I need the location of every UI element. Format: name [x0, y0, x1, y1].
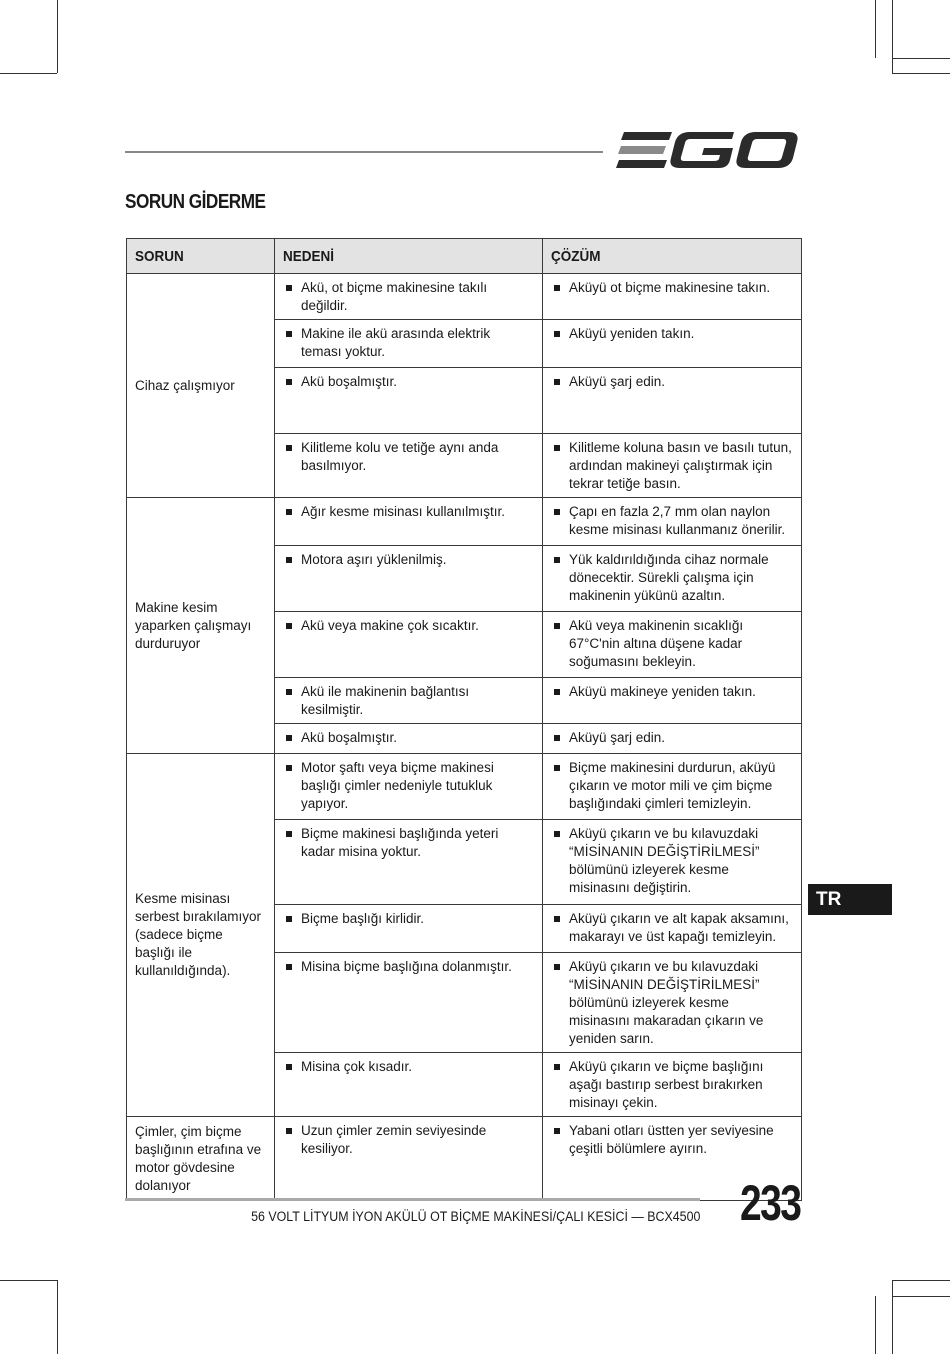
cause-text: Ağır kesme misinası kullanılmıştır.	[301, 504, 506, 519]
cause-cell	[275, 274, 543, 320]
square-bullet-icon	[554, 331, 560, 337]
cause-text: Motora aşırı yüklenilmiş.	[301, 552, 447, 567]
crop-mark	[57, 0, 58, 73]
crop-mark	[892, 58, 950, 59]
cause-text: Motor şaftı veya biçme makinesi başlığı çimler nedeniyle tutukluk yapıyor.	[301, 760, 494, 811]
bullet-item	[551, 1058, 793, 1112]
crop-mark	[892, 0, 893, 73]
solution-cell	[543, 820, 802, 905]
solution-cell	[543, 953, 802, 1053]
cause-text: Akü boşalmıştır.	[301, 730, 398, 745]
cause-cell	[275, 754, 543, 820]
logo-o	[736, 132, 797, 168]
square-bullet-icon	[554, 689, 560, 695]
crop-mark	[0, 73, 57, 74]
table-row	[127, 274, 802, 320]
square-bullet-icon	[554, 765, 560, 771]
bullet-item	[283, 551, 534, 569]
bullet-item	[551, 325, 793, 343]
cause-cell	[275, 498, 543, 546]
solution-cell	[543, 320, 802, 368]
cause-text: Kilitleme kolu ve tetiğe aynı anda basılmıyor.	[301, 440, 499, 473]
crop-mark	[0, 1280, 57, 1281]
square-bullet-icon	[286, 445, 292, 451]
square-bullet-icon	[554, 1128, 560, 1134]
square-bullet-icon	[286, 765, 292, 771]
bullet-item	[283, 373, 534, 391]
bullet-item	[551, 729, 793, 747]
cause-cell	[275, 1053, 543, 1117]
bullet-item	[551, 373, 793, 391]
solution-cell	[543, 546, 802, 612]
bullet-item	[551, 825, 793, 897]
ego-logo	[616, 128, 800, 172]
header-rule	[125, 151, 603, 153]
column-header-cause: NEDENİ	[275, 239, 543, 274]
footer-rule	[125, 1198, 700, 1201]
solution-cell	[543, 368, 802, 434]
column-header-solution: ÇÖZÜM	[543, 239, 802, 274]
crop-mark	[875, 0, 876, 58]
bullet-item	[283, 279, 534, 315]
cause-cell	[275, 368, 543, 434]
square-bullet-icon	[554, 285, 560, 291]
bullet-item	[551, 683, 793, 701]
cause-cell	[275, 905, 543, 953]
crop-mark	[892, 1296, 950, 1297]
square-bullet-icon	[554, 964, 560, 970]
bullet-item	[283, 1122, 534, 1158]
cause-cell	[275, 678, 543, 724]
solution-text: Aküyü şarj edin.	[569, 374, 666, 389]
cause-text: Akü veya makine çok sıcaktır.	[301, 618, 479, 633]
square-bullet-icon	[554, 1064, 560, 1070]
section-title: SORUN GİDERME	[125, 191, 266, 213]
solution-text: Aküyü makineye yeniden takın.	[569, 684, 756, 699]
cause-text: Misina çok kısadır.	[301, 1059, 413, 1074]
table-row	[127, 754, 802, 820]
bullet-item	[551, 439, 793, 493]
solution-text: Yabani otları üstten yer seviyesine çeşitli bölümlere ayırın.	[569, 1123, 774, 1156]
cause-text: Uzun çimler zemin seviyesinde kesiliyor.	[301, 1123, 487, 1156]
square-bullet-icon	[554, 916, 560, 922]
solution-text: Çapı en fazla 2,7 mm olan naylon kesme misinası kullanmanız önerilir.	[569, 504, 786, 537]
solution-cell	[543, 434, 802, 498]
problem-cell: Kesme misinası serbest bırakılamıyor (sadece biçme başlığı ile kullanıldığında).	[127, 754, 275, 1117]
square-bullet-icon	[286, 1128, 292, 1134]
column-header-problem: SORUN	[127, 239, 275, 274]
bullet-item	[283, 958, 534, 976]
bullet-item	[283, 825, 534, 861]
solution-cell	[543, 678, 802, 724]
bullet-item	[283, 503, 534, 521]
cause-text: Akü ile makinenin bağlantısı kesilmiştir.	[301, 684, 470, 717]
square-bullet-icon	[554, 557, 560, 563]
solution-text: Aküyü şarj edin.	[569, 730, 666, 745]
square-bullet-icon	[554, 623, 560, 629]
square-bullet-icon	[286, 964, 292, 970]
cause-cell	[275, 953, 543, 1053]
footer-text: 56 VOLT LİTYUM İYON AKÜLÜ OT BİÇME MAKİNESİ/ÇALI KESİCİ — BCX4500	[250, 1209, 700, 1224]
cause-cell	[275, 820, 543, 905]
square-bullet-icon	[286, 331, 292, 337]
bullet-item	[283, 759, 534, 813]
troubleshooting-table	[126, 238, 802, 1201]
cause-text: Akü, ot biçme makinesine takılı değildir.	[301, 280, 488, 313]
table-header-row	[127, 239, 802, 274]
solution-cell	[543, 1053, 802, 1117]
solution-cell	[543, 724, 802, 754]
solution-text: Yük kaldırıldığında cihaz normale dönecektir. Sürekli çalışma için makinenin yükünü azaltın.	[569, 552, 769, 603]
cause-cell	[275, 1117, 543, 1201]
table-row	[127, 1117, 802, 1201]
cause-cell	[275, 724, 543, 754]
solution-text: Aküyü yeniden takın.	[569, 326, 695, 341]
square-bullet-icon	[554, 735, 560, 741]
bullet-item	[283, 729, 534, 747]
square-bullet-icon	[286, 831, 292, 837]
language-tab: TR	[808, 884, 892, 915]
cause-cell	[275, 612, 543, 678]
crop-mark	[57, 1280, 58, 1354]
square-bullet-icon	[286, 557, 292, 563]
solution-text: Akü veya makinenin sıcaklığı 67°C'nin altına düşene kadar soğumasını bekleyin.	[569, 618, 744, 669]
solution-text: Aküyü ot biçme makinesine takın.	[569, 280, 771, 295]
solution-cell	[543, 754, 802, 820]
solution-text: Aküyü çıkarın ve bu kılavuzdaki “MİSİNANIN DEĞİŞTİRİLMESİ” bölümünü izleyerek kesme misinasını değiştirin.	[569, 826, 760, 895]
logo-e-mid	[618, 146, 666, 154]
square-bullet-icon	[286, 916, 292, 922]
square-bullet-icon	[554, 379, 560, 385]
problem-cell: Makine kesim yaparken çalışmayı durduruyor	[127, 498, 275, 754]
solution-cell	[543, 612, 802, 678]
square-bullet-icon	[554, 509, 560, 515]
crop-mark	[892, 1280, 893, 1354]
solution-cell	[543, 274, 802, 320]
square-bullet-icon	[286, 689, 292, 695]
bullet-item	[283, 1058, 534, 1076]
bullet-item	[283, 617, 534, 635]
bullet-item	[283, 683, 534, 719]
cause-cell	[275, 434, 543, 498]
bullet-item	[551, 279, 793, 297]
solution-cell	[543, 498, 802, 546]
square-bullet-icon	[286, 735, 292, 741]
logo-e-bottom	[616, 160, 667, 168]
solution-text: Aküyü çıkarın ve bu kılavuzdaki “MİSİNANIN DEĞİŞTİRİLMESİ” bölümünü izleyerek kesme misinasını makaradan çıkarın ve yeniden sarın.	[569, 959, 764, 1046]
solution-cell	[543, 905, 802, 953]
square-bullet-icon	[286, 509, 292, 515]
bullet-item	[551, 759, 793, 813]
crop-mark	[892, 73, 950, 74]
solution-text: Aküyü çıkarın ve alt kapak aksamını, makarayı ve üst kapağı temizleyin.	[569, 911, 789, 944]
solution-text: Biçme makinesini durdurun, aküyü çıkarın ve motor mili ve çim biçme başlığındaki çimleri temizleyin.	[569, 760, 776, 811]
square-bullet-icon	[554, 831, 560, 837]
bullet-item	[283, 439, 534, 475]
problem-cell: Cihaz çalışmıyor	[127, 274, 275, 498]
bullet-item	[551, 910, 793, 946]
cause-cell	[275, 546, 543, 612]
problem-cell: Çimler, çim biçme başlığının etrafına ve motor gövdesine dolanıyor	[127, 1117, 275, 1201]
bullet-item	[551, 503, 793, 539]
cause-text: Makine ile akü arasında elektrik teması yoktur.	[301, 326, 491, 359]
cause-cell	[275, 320, 543, 368]
square-bullet-icon	[286, 623, 292, 629]
square-bullet-icon	[286, 285, 292, 291]
cause-text: Biçme başlığı kirlidir.	[301, 911, 425, 926]
bullet-item	[551, 551, 793, 605]
square-bullet-icon	[286, 379, 292, 385]
cause-text: Misina biçme başlığına dolanmıştır.	[301, 959, 512, 974]
cause-text: Biçme makinesi başlığında yeteri kadar misina yoktur.	[301, 826, 499, 859]
bullet-item	[283, 910, 534, 928]
page-number: 233	[740, 1175, 801, 1231]
logo-g	[670, 132, 734, 168]
solution-text: Kilitleme koluna basın ve basılı tutun, ardından makineyi çalıştırmak için tekrar tetiğe basın.	[569, 440, 792, 491]
solution-text: Aküyü çıkarın ve biçme başlığını aşağı bastırıp serbest bırakırken misinayı çekin.	[569, 1059, 764, 1110]
logo-e-top	[621, 132, 672, 140]
bullet-item	[551, 617, 793, 671]
bullet-item	[551, 958, 793, 1048]
cause-text: Akü boşalmıştır.	[301, 374, 398, 389]
bullet-item	[551, 1122, 793, 1158]
square-bullet-icon	[286, 1064, 292, 1070]
square-bullet-icon	[554, 445, 560, 451]
bullet-item	[283, 325, 534, 361]
crop-mark	[892, 1280, 950, 1281]
crop-mark	[875, 1296, 876, 1354]
table-row	[127, 498, 802, 546]
